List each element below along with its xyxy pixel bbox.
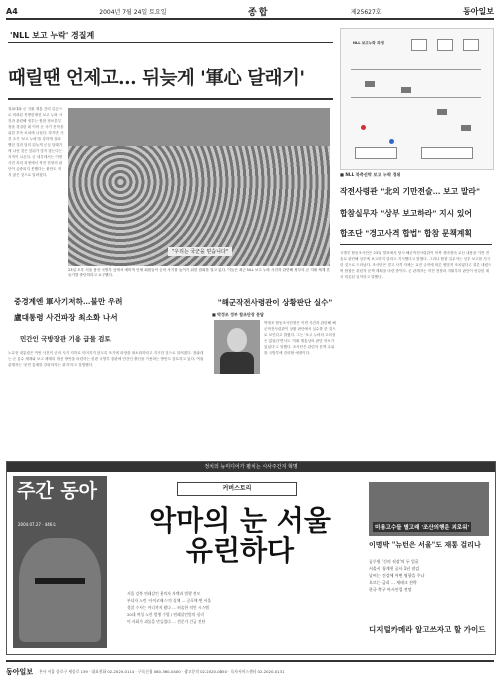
portrait-suit <box>220 352 254 374</box>
marker-icon <box>361 125 366 130</box>
rally-photo <box>68 108 330 266</box>
page-number: A4 <box>6 6 18 16</box>
ship-icon <box>461 125 471 131</box>
ship-icon <box>401 87 411 93</box>
right-article-body <box>340 250 492 452</box>
ad-story-line: 서울 강북 연쇄살인 용의자 자백과 범행 전모 <box>127 591 201 596</box>
ship-icon <box>437 109 447 115</box>
issue-number: 제25627호 <box>350 8 382 16</box>
column-byline: ■ 박정조 정부 합조단장 문답 <box>212 312 264 317</box>
cover-story-badge: 커버스토리 <box>177 482 297 496</box>
photo-tag: "우리는 국군을 믿습니다" <box>168 247 232 256</box>
photo-caption: 23일 오후 서울 용산 국방부 앞에서 예비역 단체 회원들이 군의 사기를 높이기 위한 집회를 열고 있다. 이들은 최근 NLL 보고 누락 사건과 관련해 정부의 군 지휘 체계 흔들기를 중단하라고 요구했다. <box>68 268 330 277</box>
ad-big-title: 악마의 눈 서울 유린하다 <box>149 504 331 567</box>
ad-right-headline: 이명박 "뉴턴은 서울"도 재통 걸리나 <box>369 540 481 549</box>
footer <box>6 660 494 682</box>
portrait-head <box>227 328 247 352</box>
diagram-box <box>437 39 453 51</box>
right-rule <box>340 244 492 245</box>
paper-name: 동아일보 <box>463 5 494 16</box>
ad-photo-text: 미용고수들 별고래 '조산의행운 괴로워' <box>373 522 471 532</box>
footer-paper-name: 동아일보 <box>6 668 34 676</box>
ad-story-list <box>127 590 353 625</box>
ad-photo <box>369 482 489 536</box>
mid-article-body <box>8 350 204 454</box>
magazine-cover <box>13 476 107 648</box>
ad-center-block <box>117 478 361 648</box>
mid-subhead-1: 중경계엔 軍사기저하…불만 우려 <box>14 297 123 306</box>
headline-rule <box>8 98 333 100</box>
ad-right-list <box>369 558 489 593</box>
ad-top-banner: 정치의 뉴미디어가 펼치는 시사주간지 혁명 <box>7 462 495 472</box>
diagram-line <box>351 97 481 98</box>
issue-date: 2004년 7월 24일 토요일 <box>99 8 167 16</box>
diagram-box <box>355 147 397 159</box>
ad-right-item: 서울시 청계천 공사 1년 점검 <box>369 566 420 571</box>
right-subhead-1: 작전사령관 "北의 기만전술… 보고 말라" <box>340 187 481 196</box>
column-headline: "해군작전사령관이 상황판단 실수" <box>217 298 333 307</box>
masthead <box>6 4 494 20</box>
ad-story-line: 이 사회가 괴물을 만들었다 … 전문가 긴급 진단 <box>127 619 206 624</box>
diagram-box <box>463 39 479 51</box>
cover-face-image <box>19 538 101 642</box>
portrait-photo <box>214 320 260 374</box>
magazine-title: 주간 동아 <box>17 480 98 502</box>
ad-story-line: 20대 여성 노린 범행 수법 / 연쇄살인범의 심리 <box>127 612 204 617</box>
ad-right-item: 한국 축구 아시안컵 전망 <box>369 587 412 592</box>
diagram-caption: ■ NLL 북측선박 보고 누락 경위 <box>340 172 401 177</box>
diagram-title: NLL 보고누락 과정 <box>353 41 384 45</box>
ship-icon <box>365 81 375 87</box>
main-headline: 때릴땐 언제고… 뒤늦게 '軍心 달래기' <box>8 68 305 89</box>
article-body-left-text: 청와대와 군 지휘 계통 간의 갈등으로 비화된 북방한계선 보고 누락 사건과 관련해 정부는 합참 정보본부장을 경질한 데 이어 군 사기 진작을 위한 후속 조치에 나섰다. 하지만 사건 초기 '보고 누락'을 강하게 질타했던 것과 달리 뒤늦게 군심 달래기에 나선 것은 앞뒤가 맞지 않는다는 지적이 나온다. 군 내부에서는 이번 사건 처리 과정에서 작전 현장의 판단이 존중되지 못했다는 불만도 적지 않은 것으로 알려졌다. <box>8 107 64 177</box>
mid-subhead-3: 민간인 국방장관 기용 급물 검토 <box>20 335 111 343</box>
diagram-box <box>421 147 473 159</box>
ad-right-item: 공무원 '신의 직장'의 두 얼굴 <box>369 559 419 564</box>
cover-eyes-band <box>35 578 85 584</box>
magazine-date: 2004.07.27 · 446호 <box>18 522 57 527</box>
section-title: 종합 <box>248 7 270 18</box>
article-body-left <box>8 106 64 286</box>
column-body-text: 박정조 합동조사단장은 이번 사건과 관련해 해군작전사령관이 상황 판단에서 실수를 한 것으로 보인다고 밝혔다. 그는 '보고 누락의 고의성은 없었다'면서도 '지휘 계통상의 판단 착오가 있었다'고 말했다. 조사단은 관련자 문책 수위를 국방부에 건의할 예정이다. <box>264 321 336 355</box>
nll-diagram <box>340 28 494 170</box>
column-body <box>264 320 336 454</box>
mid-subhead-2: 盧대통령 사건파장 최소화 나서 <box>14 313 118 322</box>
ad-story-line: 경찰 수사는 어디까지 왔나 … 허술한 치안 시스템 <box>127 605 209 610</box>
ad-story-line: 부녀자 노린 '사이코패스'의 실체 … 공포에 떤 서울 <box>127 598 212 603</box>
ad-right-item: 오르는 금리 … 재테크 전략 <box>369 580 417 585</box>
ad-right-bottom-title: 디지털카메라 알고쓰자고 할 가이드 <box>369 625 486 634</box>
footer-info: 본사 서울 종로구 세종로 139 · 대표전화 02-2020-0114 · 구독신청 080-360-0400 · 광고문의 02-2020-0850 · 독자서비스센터 02-2020-0131 <box>39 669 285 674</box>
right-subhead-3: 합조단 "경고사격 합법" 합참 문책계획 <box>340 229 472 238</box>
mid-article-body-text: 노무현 대통령은 이번 사건이 군의 사기 저하로 이어지지 않도록 조기에 파장을 최소화하라고 지시한 것으로 알려졌다. 청와대는 군 통수 체계와 보고 체계의 개선 방안을 마련하는 한편 국방부 장관에 민간인 출신을 기용하는 방안도 검토하고 있다. 여권 관계자는 '문민 통제를 강화하자는 취지'라고 설명했다. <box>8 351 204 367</box>
ad-right-item: 날씨는 건강에 어떤 영향을 주나 <box>369 573 425 578</box>
diagram-line <box>351 69 481 70</box>
right-article-body-text: 국방부 합동조사단은 23일 발표에서 당시 해군작전사령관이 북측 경비정의 교신 내용을 기만 전술로 판단해 상부에 보고하지 말라고 지시했다고 밝혔다. 그러나 합참 실무자는 상부 보고를 지시한 것으로 드러났다. 조사단은 경고 사격 자체는 교전 규칙에 따른 합법적 조치였다고 결론 내렸으며 합참은 관련자 문책 계획을 마련 중이다. 군 관계자는 작전 현장과 지휘부의 판단이 엇갈린 데서 비롯된 일이라고 말했다. <box>340 251 492 279</box>
right-subhead-2: 합참실무자 "상부 보고하라" 지시 있어 <box>340 209 472 218</box>
magazine-advertisement[interactable] <box>6 461 496 655</box>
ad-right-block <box>369 476 489 648</box>
kicker: 'NLL 보고 누락' 경질계 <box>10 31 95 40</box>
kicker-rule <box>8 42 333 43</box>
diagram-box <box>411 39 427 51</box>
marker-icon <box>389 139 394 144</box>
